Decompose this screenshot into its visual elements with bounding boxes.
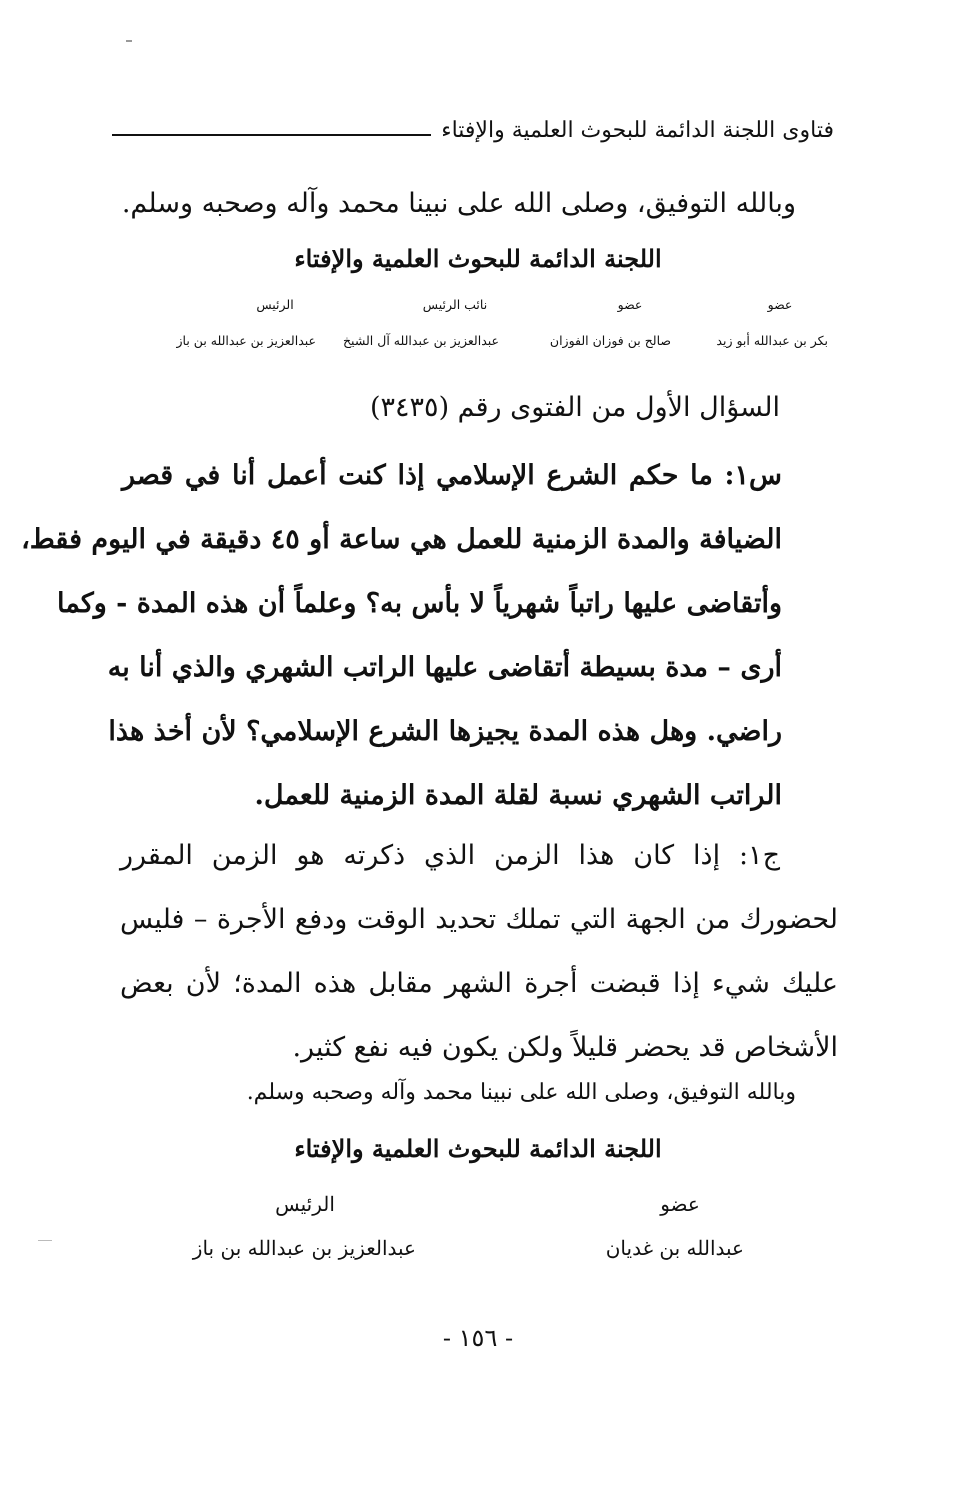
page-number: - ١٥٦ - — [442, 1324, 514, 1352]
signatory-name: عبدالله بن غديان — [605, 1236, 744, 1260]
signatory-title: نائب الرئيس — [422, 297, 488, 312]
question-line: وأتقاضى عليها راتباً شهرياً لا بأس به؟ وعلماً أن هذه المدة - وكما — [57, 588, 782, 619]
answer-line: عليك شيء إذا قبضت أجرة الشهر مقابل هذه المدة؛ لأن بعض — [120, 968, 838, 999]
committee-name-1: اللجنة الدائمة للبحوث العلمية والإفتاء — [294, 244, 662, 273]
question-line: أرى – مدة بسيطة أتقاضى عليها الراتب الشهري والذي أنا به — [107, 652, 782, 683]
signatory-name: عبدالعزيز بن عبدالله آل الشيخ — [342, 333, 499, 348]
closing-prayer-1: وبالله التوفيق، وصلى الله على نبينا محمد وآله وصحبه وسلم. — [121, 188, 796, 219]
answer-line: ج١: إذا كان هذا الزمن الذي ذكرته هو الزمن المقرر — [120, 840, 780, 871]
scan-speck — [126, 40, 132, 42]
running-header — [112, 112, 834, 148]
signatory-title: عضو — [767, 297, 793, 312]
signatory-name: بكر بن عبدالله أبو زيد — [716, 333, 828, 348]
signatory-name: صالح بن فوزان الفوزان — [549, 333, 671, 348]
answer-line: لحضورك من الجهة التي تملك تحديد الوقت ودفع الأجرة – فليس — [120, 904, 838, 935]
signatory-title: الرئيس — [275, 1192, 335, 1216]
signatory-title: عضو — [617, 297, 643, 312]
header-title: فتاوى اللجنة الدائمة للبحوث العلمية والإفتاء — [441, 117, 834, 143]
question-line: راضي. وهل هذه المدة يجيزها الشرع الإسلامي؟ لأن أخذ هذا — [108, 716, 782, 747]
committee-name-2: اللجنة الدائمة للبحوث العلمية والإفتاء — [294, 1134, 662, 1163]
signatory-title: عضو — [660, 1192, 700, 1216]
header-rule — [112, 134, 431, 136]
fatwa-heading: السؤال الأول من الفتوى رقم (٣٤٣٥) — [370, 392, 780, 423]
question-line: س١: ما حكم الشرع الإسلامي إذا كنت أعمل أنا في قصر — [122, 460, 782, 491]
closing-prayer-2: وبالله التوفيق، وصلى الله على نبينا محمد وآله وصحبه وسلم. — [246, 1080, 796, 1105]
signatory-name: عبدالعزيز بن عبدالله بن باز — [192, 1236, 416, 1260]
answer-line: الأشخاص قد يحضر قليلاً ولكن يكون فيه نفع كثير. — [292, 1032, 838, 1063]
signatory-name: عبدالعزيز بن عبدالله بن باز — [176, 333, 316, 348]
question-line: الراتب الشهري نسبة لقلة المدة الزمنية للعمل. — [254, 780, 782, 811]
scan-speck — [38, 1240, 52, 1241]
signatory-title: الرئيس — [256, 297, 294, 312]
question-line: الضيافة والمدة الزمنية للعمل هي ساعة أو ٤٥ دقيقة في اليوم فقط، — [21, 524, 782, 555]
